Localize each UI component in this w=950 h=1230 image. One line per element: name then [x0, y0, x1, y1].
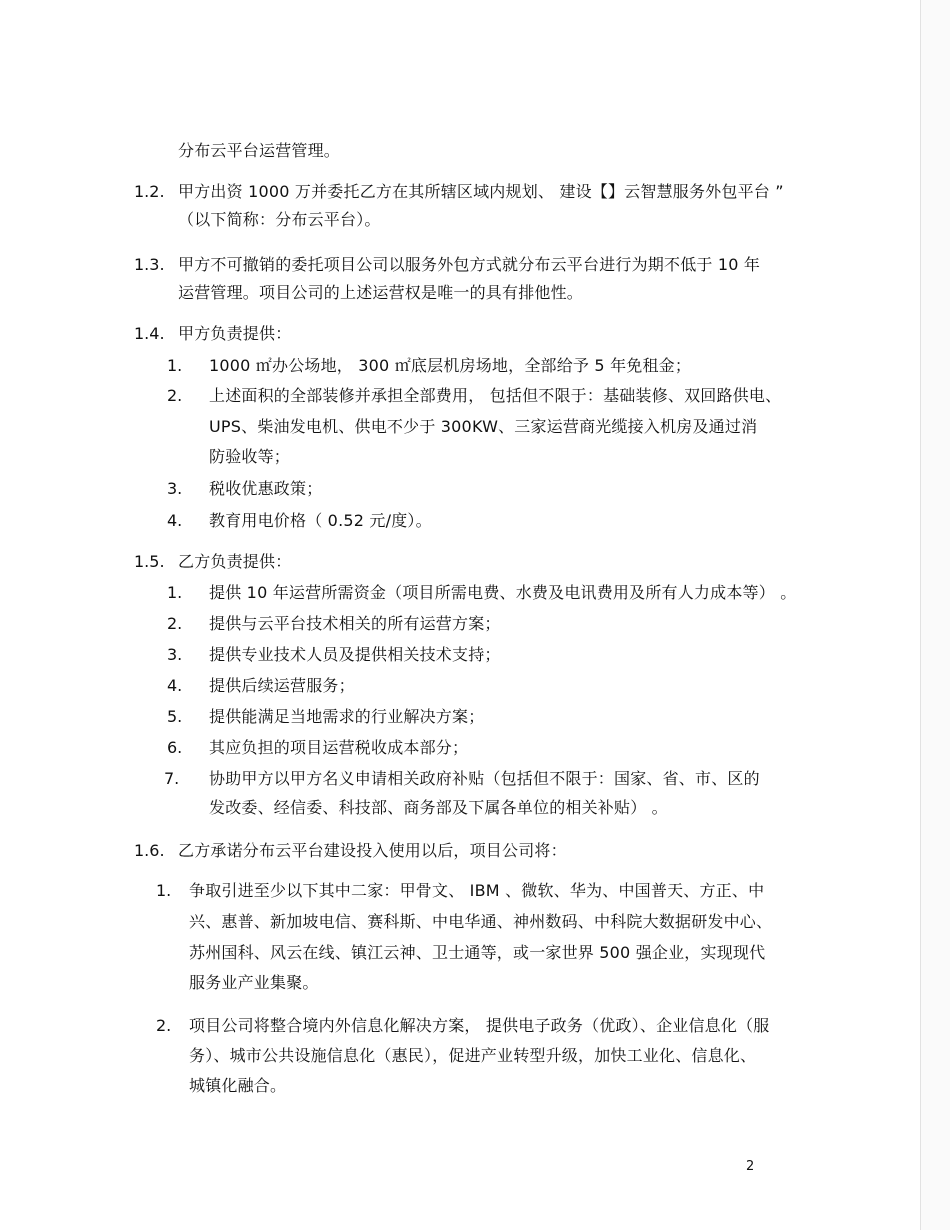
section-1-3-line-2: 运营管理。项目公司的上述运营权是唯一的具有排他性。 — [178, 283, 584, 302]
list-item-number: 5. — [167, 707, 183, 726]
list-item-number: 1. — [167, 583, 183, 602]
list-item-text: 提供与云平台技术相关的所有运营方案； — [209, 614, 501, 633]
list-item-number: 4. — [167, 511, 183, 530]
section-1-2-line-1: 甲方出资 1000 万并委托乙方在其所辖区域内规划、 建设【】云智慧服务外包平台 ” — [178, 182, 784, 201]
list-item-text: 提供后续运营服务； — [209, 676, 355, 695]
list-item-number: 2. — [167, 386, 183, 405]
section-number-1-3: 1.3. — [134, 255, 165, 274]
section-1-2-line-2: （以下简称：分布云平台）。 — [178, 210, 381, 229]
section-number-1-6: 1.6. — [134, 841, 165, 860]
section-1-6-heading: 乙方承诺分布云平台建设投入使用以后，项目公司将： — [178, 841, 567, 860]
section-number-1-5: 1.5. — [134, 552, 165, 571]
list-item-text: 税收优惠政策； — [209, 479, 323, 498]
list-item-text: 苏州国科、风云在线、镇江云神、卫士通等，或一家世界 500 强企业，实现现代 — [189, 943, 766, 962]
list-item-number: 1. — [156, 881, 172, 900]
list-item-number: 6. — [167, 738, 183, 757]
section-number-1-4: 1.4. — [134, 324, 165, 343]
list-item-text: 争取引进至少以下其中二家：甲骨文、 IBM 、微软、华为、中国普天、方正、中 — [189, 881, 765, 900]
list-item-text: 提供 10 年运营所需资金（项目所需电费、水费及电讯费用及所有人力成本等） 。 — [209, 583, 797, 602]
list-item-text: 协助甲方以甲方名义申请相关政府补贴（包括但不限于：国家、省、市、区的 — [209, 769, 760, 788]
intro-line: 分布云平台运营管理。 — [178, 141, 341, 160]
list-item-text: 教育用电价格（ 0.52 元/度）。 — [209, 511, 432, 530]
list-item-text: 发改委、经信委、科技部、商务部及下属各单位的相关补贴） 。 — [209, 798, 668, 817]
list-item-text: 项目公司将整合境内外信息化解决方案， 提供电子政务（优政）、企业信息化（服 — [189, 1016, 770, 1035]
section-1-5-heading: 乙方负责提供： — [178, 552, 292, 571]
list-item-number: 3. — [167, 645, 183, 664]
list-item-text: 1000 ㎡办公场地， 300 ㎡底层机房场地，全部给予 5 年免租金； — [209, 356, 692, 375]
section-number-1-2: 1.2. — [134, 182, 165, 201]
list-item-number: 2. — [167, 614, 183, 633]
list-item-text: 防验收等； — [209, 447, 291, 466]
list-item-text: 城镇化融合。 — [189, 1076, 287, 1095]
list-item-text: 兴、惠普、新加坡电信、赛科斯、中电华通、神州数码、中科院大数据研发中心、 — [189, 912, 773, 931]
list-item-number: 4. — [167, 676, 183, 695]
viewer-background — [921, 0, 950, 1230]
list-item-number: 2. — [156, 1016, 172, 1035]
section-1-4-heading: 甲方负责提供： — [178, 324, 292, 343]
list-item-number: 7. — [164, 769, 180, 788]
list-item-text: UPS、柴油发电机、供电不少于 300KW、三家运营商光缆接入机房及通过消 — [209, 417, 758, 436]
list-item-text: 提供专业技术人员及提供相关技术支持； — [209, 645, 501, 664]
section-1-3-line-1: 甲方不可撤销的委托项目公司以服务外包方式就分布云平台进行为期不低于 10 年 — [178, 255, 761, 274]
list-item-text: 上述面积的全部装修并承担全部费用， 包括但不限于：基础装修、双回路供电、 — [209, 386, 782, 405]
list-item-number: 1. — [167, 356, 183, 375]
list-item-text: 其应负担的项目运营税收成本部分； — [209, 738, 469, 757]
list-item-number: 3. — [167, 479, 183, 498]
list-item-text: 务）、城市公共设施信息化（惠民），促进产业转型升级，加快工业化、信息化、 — [189, 1046, 757, 1065]
page-number: 2 — [746, 1159, 755, 1174]
list-item-text: 服务业产业集聚。 — [189, 973, 319, 992]
list-item-text: 提供能满足当地需求的行业解决方案； — [209, 707, 485, 726]
